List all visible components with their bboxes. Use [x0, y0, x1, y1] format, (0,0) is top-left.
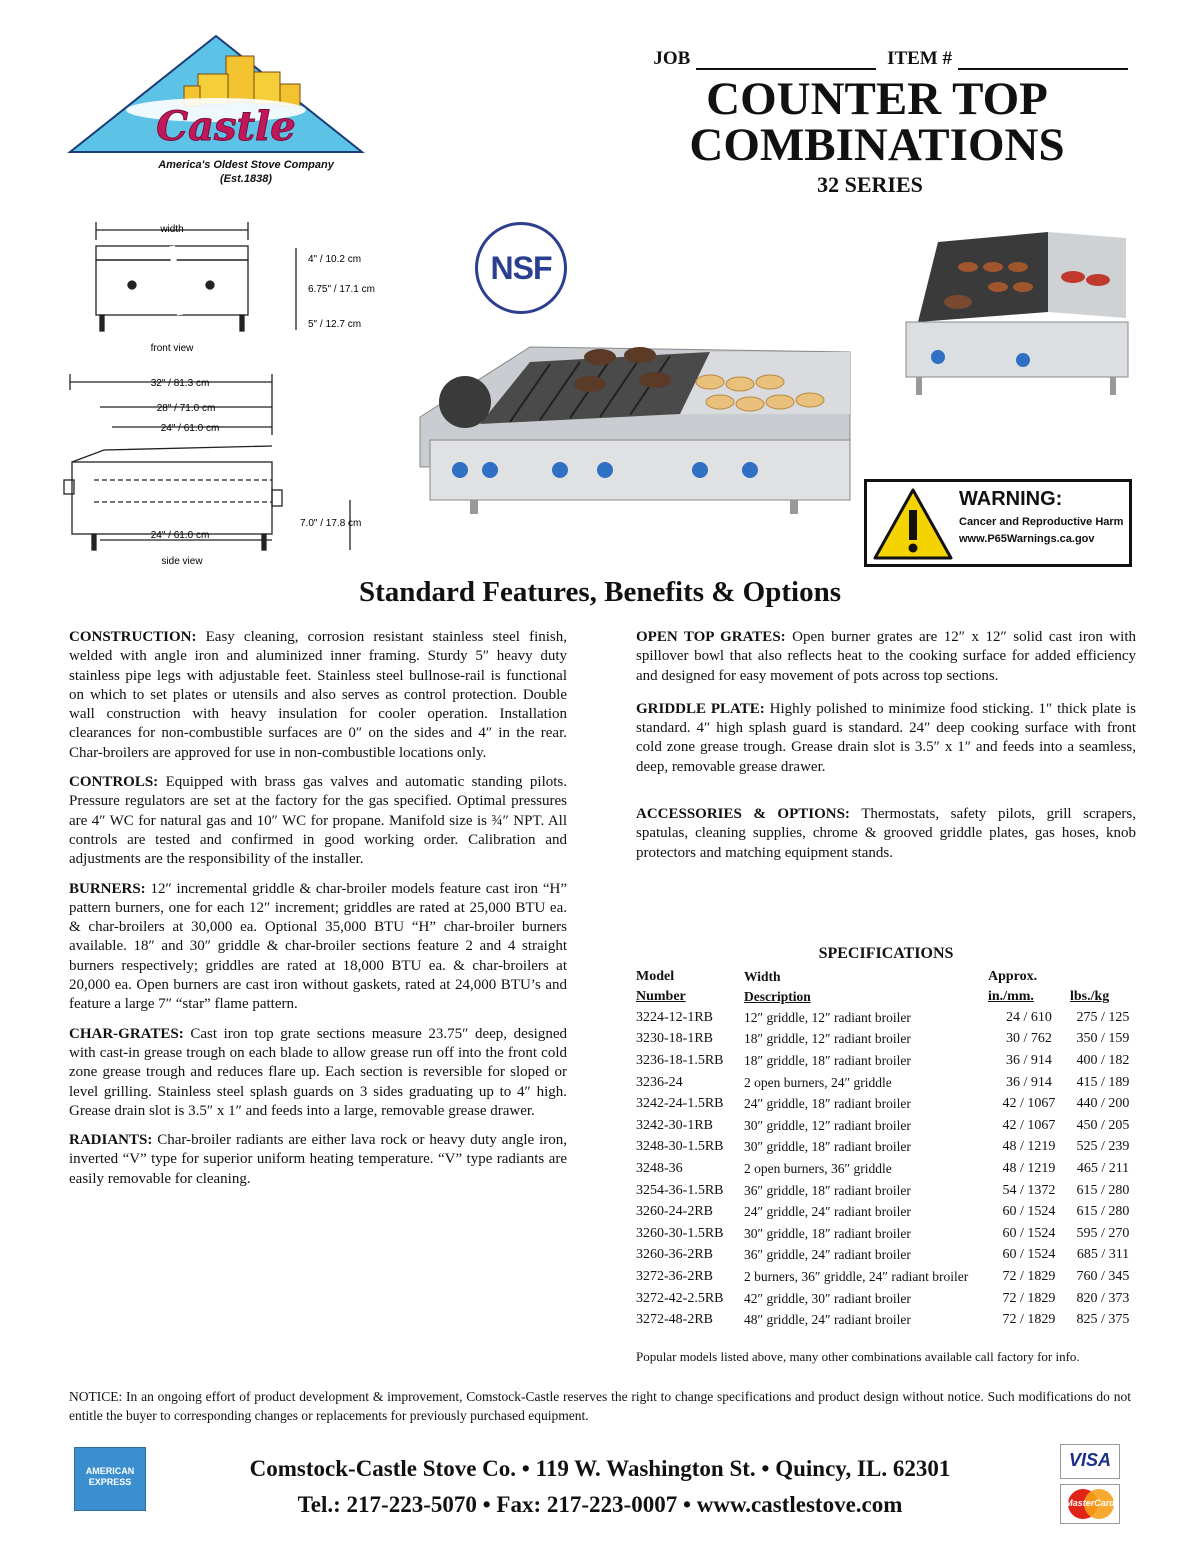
notice-text: NOTICE: In an ongoing effort of product development & improvement, Comstock-Castle reserves the right to change specifications and product design without notice. Such modifications do not entitle the buyer to corresponding changes or replacements for previously purchased equipment. [69, 1389, 1131, 1423]
dim-bottom-label: 5" / 12.7 cm [308, 319, 362, 330]
job-label: JOB [653, 48, 691, 69]
spec-model: 3224-12-1RB [636, 1009, 713, 1025]
features-heading: Standard Features, Benefits & Options [358, 576, 841, 608]
spec-weight: 615 / 280 [1076, 1204, 1130, 1220]
spec-model: 3260-24-2RB [636, 1204, 713, 1220]
feature-text: Open burner grates are 12″ x 12″ solid cast iron with spillover bowl that also reflects heat to the cooking surface for added efficiency and designed for easy movement of pots across top sections. [636, 629, 1136, 684]
spec-size: 24 / 610 [1006, 1009, 1052, 1025]
job-item-line [653, 48, 1128, 70]
spec-row [636, 1158, 1136, 1180]
spec-weight: 615 / 280 [1076, 1182, 1130, 1198]
dim-base-label: 24" / 61.0 cm [150, 530, 210, 541]
footer-address: Comstock-Castle Stove Co. • 119 W. Washington St. • Quincy, IL. 62301 [249, 1456, 951, 1481]
spec-size: 72 / 1829 [1002, 1312, 1056, 1328]
warning-url[interactable]: www.P65Warnings.ca.gov [959, 533, 1095, 545]
spec-size: 42 / 1067 [1002, 1096, 1056, 1112]
features-right-column [636, 628, 1136, 873]
feature-radiants [69, 1131, 567, 1189]
logo-brand-text: Castle [156, 103, 296, 150]
spec-weight: 820 / 373 [1076, 1290, 1130, 1306]
spec-size: 54 / 1372 [1002, 1182, 1056, 1198]
spec-model: 3230-18-1RB [636, 1031, 713, 1047]
spec-description: 2 open burners, 24″ griddle [744, 1074, 892, 1090]
spec-description: 24″ griddle, 24″ radiant broiler [744, 1204, 911, 1220]
spec-weight: 760 / 345 [1076, 1268, 1130, 1284]
front-view-label: front view [150, 343, 194, 354]
castle-logo [66, 34, 366, 184]
spec-row [636, 1245, 1136, 1267]
amex-text: AMERICAN EXPRESS [85, 1466, 135, 1487]
item-label: ITEM # [887, 48, 952, 69]
specs-head-blank [1070, 967, 1136, 987]
spec-model: 3236-18-1.5RB [636, 1052, 724, 1068]
specs-head-approx: Approx. [988, 969, 1038, 984]
item-field[interactable] [958, 52, 1128, 70]
product-photo-main [410, 322, 860, 552]
spec-size: 48 / 1219 [1002, 1160, 1056, 1176]
spec-description: 30″ griddle, 18″ radiant broiler [744, 1139, 911, 1155]
dim-width-label: width [160, 224, 184, 235]
spec-weight: 685 / 311 [1076, 1247, 1130, 1263]
warning-triangle-icon [871, 484, 955, 564]
spec-description: 30″ griddle, 12″ radiant broiler [744, 1117, 911, 1133]
spec-size: 36 / 914 [1006, 1074, 1052, 1090]
spec-model: 3248-36 [636, 1160, 683, 1176]
footer-contact: Tel.: 217-223-5070 • Fax: 217-223-0007 • www.castlestove.com [297, 1492, 903, 1517]
job-field[interactable] [696, 52, 876, 70]
specs-head-width: Width [744, 969, 781, 984]
spec-row [636, 1223, 1136, 1245]
spec-row [636, 1072, 1136, 1094]
dim-height-label: 7.0" / 17.8 cm [300, 518, 362, 529]
specs-head-number: Number [636, 989, 686, 1004]
spec-description: 24″ griddle, 18″ radiant broiler [744, 1096, 911, 1112]
spec-row [636, 1137, 1136, 1159]
spec-description: 48″ griddle, 24″ radiant broiler [744, 1312, 911, 1328]
specs-head-model: Model [636, 969, 675, 984]
feature-open-top-grates [636, 628, 1136, 686]
tagline-line2: (Est.1838) [220, 173, 272, 185]
warning-title: WARNING: [959, 488, 1063, 510]
dim-top-label: 4" / 10.2 cm [308, 254, 362, 265]
spec-weight: 275 / 125 [1076, 1009, 1130, 1025]
specs-header-row1 [636, 967, 1136, 987]
feature-text: Cast iron top grate sections measure 23.75″ deep, designed with cast-in grease trough on each blade to allow grease run off into the front cold zone grease trough and reduces flare up. Each section is reversible for sloped or level grilling. Stainless steel splash guards on 3 sides graduating up to 4″ high. Grease drain slot is 3.5″ x 1″ and feeds into a large, removable grease drawer. [69, 1025, 567, 1119]
spec-model: 3272-36-2RB [636, 1268, 713, 1284]
feature-label: CONSTRUCTION: [69, 629, 197, 645]
specs-header-row2 [636, 987, 1136, 1007]
dim-mid-label: 6.75" / 17.1 cm [308, 284, 375, 295]
feature-controls [69, 773, 567, 869]
feature-griddle-plate [636, 700, 1136, 777]
spec-weight: 350 / 159 [1076, 1031, 1130, 1047]
spec-description: 2 burners, 36″ griddle, 24″ radiant broiler [744, 1268, 969, 1284]
spec-weight: 465 / 211 [1076, 1160, 1130, 1176]
feature-label: ACCESSORIES & OPTIONS: [636, 806, 850, 823]
feature-burners [69, 880, 567, 1015]
specs-head-description: Description [744, 989, 811, 1004]
feature-label: OPEN TOP GRATES: [636, 629, 786, 645]
spec-model: 3260-36-2RB [636, 1247, 713, 1263]
spec-size: 72 / 1829 [1002, 1268, 1056, 1284]
dim-24-label: 24" / 61.0 cm [160, 423, 220, 434]
spec-model: 3242-24-1.5RB [636, 1096, 724, 1112]
spec-row [636, 1115, 1136, 1137]
spec-size: 42 / 1067 [1002, 1117, 1056, 1133]
feature-text: 12″ incremental griddle & char-broiler models feature cast iron “H” pattern burners, one for each 12″ increment; griddles are rated at 25,000 BTU ea. & char-broilers at 30,000 ea. Optional 35,000 BTU “H” char-broiler burners available. 18″ and 30″ griddle & char-broiler sections feature 2 and 4 straight burners respectively; griddles are rated at 18,000 BTU ea. & char-broilers at 20,000 ea. Open burners are cast iron without gaskets, rated at 24,000 BTU’s and feature a large 7″ “star” flame pattern. [69, 880, 567, 1013]
feature-text: Char-broiler radiants are either lava rock or heavy duty angle iron, inverted “V” type for superior uniform heating temperature. “V” type radiants are easily removable for cleaning. [69, 1132, 567, 1187]
spec-model: 3272-42-2.5RB [636, 1290, 724, 1306]
spec-row [636, 1029, 1136, 1051]
specs-title: SPECIFICATIONS [818, 945, 954, 962]
visa-card-icon [1060, 1444, 1120, 1479]
spec-row [636, 1050, 1136, 1072]
spec-description: 2 open burners, 36″ griddle [744, 1160, 892, 1176]
spec-model: 3236-24 [636, 1074, 683, 1090]
spec-row [636, 1309, 1136, 1331]
title-line1: COUNTER TOP [706, 73, 1048, 125]
tagline-line1: America's Oldest Stove Company [158, 159, 334, 171]
warning-line1: Cancer and Reproductive Harm [959, 516, 1124, 528]
logo-tagline [136, 158, 356, 186]
spec-model: 3242-30-1RB [636, 1117, 713, 1133]
feature-label: GRIDDLE PLATE: [636, 700, 765, 717]
feature-label: BURNERS: [69, 880, 146, 897]
spec-size: 60 / 1524 [1002, 1204, 1056, 1220]
feature-accessories [636, 805, 1136, 863]
spec-size: 60 / 1524 [1002, 1225, 1056, 1241]
spec-size: 36 / 914 [1006, 1052, 1052, 1068]
side-view-label: side view [161, 556, 203, 567]
specs-table [636, 967, 1136, 1331]
spec-size: 30 / 762 [1006, 1031, 1052, 1047]
dim-32-label: 32" / 81.3 cm [150, 378, 210, 389]
spec-size: 72 / 1829 [1002, 1290, 1056, 1306]
nsf-badge: NSF [475, 222, 567, 314]
spec-row [636, 1266, 1136, 1288]
product-photo-secondary [898, 222, 1138, 412]
spec-weight: 450 / 205 [1076, 1117, 1130, 1133]
spec-weight: 595 / 270 [1076, 1225, 1130, 1241]
spec-description: 18″ griddle, 18″ radiant broiler [744, 1052, 911, 1068]
spec-description: 18″ griddle, 12″ radiant broiler [744, 1031, 911, 1047]
spec-weight: 400 / 182 [1076, 1052, 1130, 1068]
feature-construction [69, 628, 567, 763]
spec-model: 3260-30-1.5RB [636, 1225, 724, 1241]
spec-weight: 415 / 189 [1076, 1074, 1130, 1090]
specs-head-inmm: in./mm. [988, 989, 1034, 1004]
specs-note: Popular models listed above, many other combinations available call factory for info. [636, 1349, 1080, 1364]
feature-label: CHAR-GRATES: [69, 1025, 184, 1042]
spec-description: 30″ griddle, 18″ radiant broiler [744, 1225, 911, 1241]
feature-label: RADIANTS: [69, 1132, 153, 1149]
mastercard-text: MasterCard [1065, 1498, 1115, 1508]
spec-size: 60 / 1524 [1002, 1247, 1056, 1263]
series-label: 32 SERIES [817, 172, 923, 197]
spec-description: 12″ griddle, 12″ radiant broiler [744, 1009, 911, 1025]
features-left-column [69, 628, 567, 1199]
feature-char-grates [69, 1025, 567, 1121]
warning-box [864, 479, 1132, 567]
dimension-diagrams [60, 210, 400, 580]
feature-text: Easy cleaning, corrosion resistant stainless steel finish, welded with angle iron and aluminized inner framing. Sturdy 5″ heavy duty stainless pipe legs with adjustable feet. Stainless steel bullnose-rail is functional on which to set plates or utensils and also serves as control protection. Double wall construction with heavy insulation for cooler operation. Installation clearances for non-combustible surfaces are 0″ on the sides and 4″ in the rear. Char-broilers are approved for use in non-combustible locations only. [69, 629, 567, 761]
spec-model: 3272-48-2RB [636, 1312, 713, 1328]
feature-text: Highly polished to minimize food sticking. 1″ thick plate is standard. 4″ high splash guard is standard. 24″ deep cooking surface with front cold zone grease trough. Grease drain slot is 3.5″ x 1″ and feeds into a seamless, deep, removable grease drawer. [636, 700, 1136, 775]
spec-weight: 825 / 375 [1076, 1312, 1130, 1328]
specs-head-lbskg: lbs./kg [1070, 989, 1110, 1004]
spec-description: 36″ griddle, 24″ radiant broiler [744, 1247, 911, 1263]
spec-model: 3254-36-1.5RB [636, 1182, 724, 1198]
spec-row [636, 1180, 1136, 1202]
spec-weight: 440 / 200 [1076, 1096, 1130, 1112]
title-line2: COMBINATIONS [689, 119, 1065, 171]
visa-text: VISA [1068, 1450, 1111, 1470]
mastercard-icon [1060, 1484, 1120, 1524]
spec-model: 3248-30-1.5RB [636, 1139, 724, 1155]
spec-row [636, 1007, 1136, 1029]
spec-description: 42″ griddle, 30″ radiant broiler [744, 1290, 911, 1306]
dim-28-label: 28" / 71.0 cm [156, 403, 216, 414]
spec-size: 48 / 1219 [1002, 1139, 1056, 1155]
spec-row [636, 1093, 1136, 1115]
spec-weight: 525 / 239 [1076, 1139, 1130, 1155]
specs-body [636, 1007, 1136, 1331]
feature-text: Thermostats, safety pilots, grill scrapers, spatulas, cleaning supplies, chrome & grooved griddle plates, gas hoses, knob protectors and matching equipment stands. [636, 806, 1136, 861]
feature-text: Equipped with brass gas valves and automatic standing pilots. Pressure regulators are set at the factory for the gas specified. Optimal pressures are 4″ WC for natural gas and 10″ WC for propane. Manifold size is ¾″ NPT. All controls are tested and confirmed in good working order. Calibration and adjustments are the responsibility of the installer. [69, 774, 567, 868]
spec-row [636, 1288, 1136, 1310]
spec-row [636, 1201, 1136, 1223]
spec-description: 36″ griddle, 18″ radiant broiler [744, 1182, 911, 1198]
feature-label: CONTROLS: [69, 774, 159, 791]
